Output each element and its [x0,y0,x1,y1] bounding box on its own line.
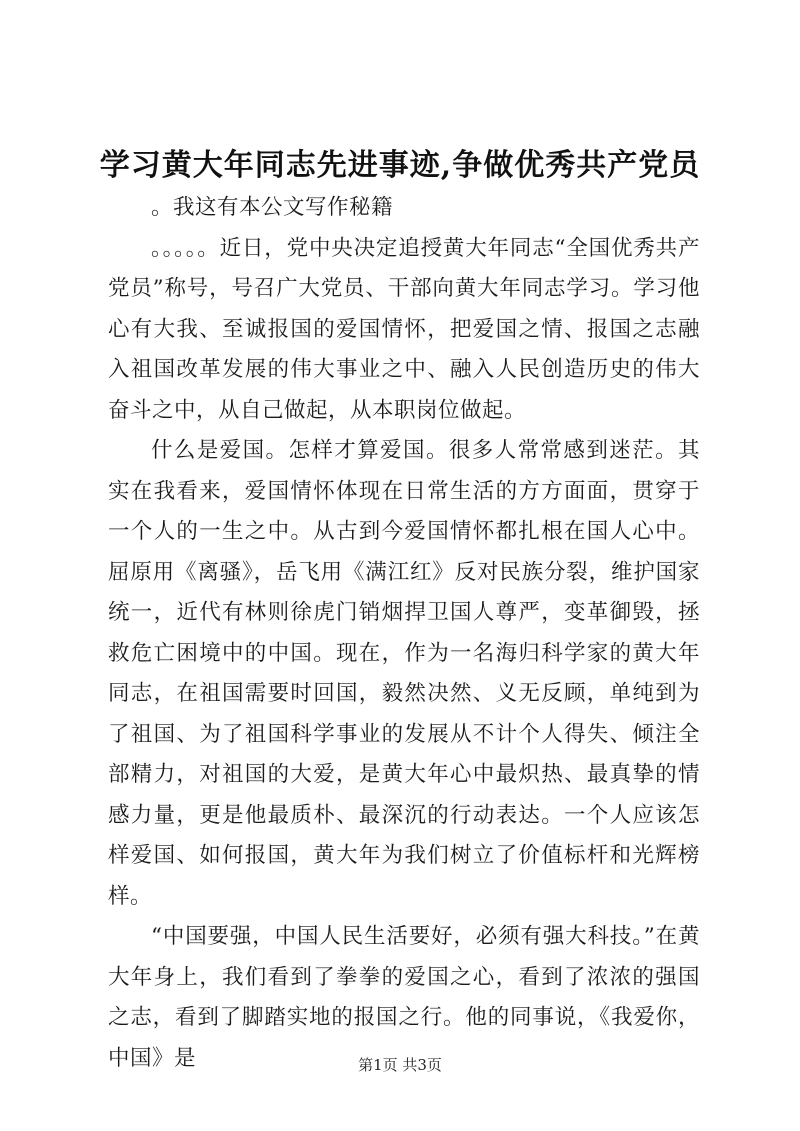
document-body [108,188,700,1079]
document-title: 学习黄大年同志先进事迹,争做优秀共产党员 [99,148,701,183]
paragraph-intro: 。我这有本公文写作秘籍 [151,195,394,220]
paragraph-patriotism: 什么是爱国。怎样才算爱国。很多人常常感到迷茫。其实在我看来，爱国情怀体现在日常生活的方方面面，贯穿于一个人的一生之中。从古到今爱国情怀都扎根在国人心中。屈原用《离骚》，岳飞用《满江红》反对民族分裂，维护国家统一，近代有林则徐虎门销烟捍卫国人尊严，变革御毁，拯救危亡困境中的中国。现在，作为一名海归科学家的黄大年同志，在祖国需要时回国，毅然决然、义无反顾，单纯到为了祖国、为了祖国科学事业的发展从不计个人得失、倾注全部精力，对祖国的大爱，是黄大年心中最炽热、最真挚的情感力量，更是他最质朴、最深沉的行动表达。一个人应该怎样爱国、如何报国，黄大年为我们树立了价值标杆和光辉榜样。 [108,438,700,909]
paragraph-quote: “中国要强，中国人民生活要好，必须有强大科技。”在黄大年身上，我们看到了拳拳的爱国之心，看到了浓浓的强国之志，看到了脚踏实地的报国之行。他的同事说，《我爱你，中国》是 [108,924,700,1071]
paragraph-announcement: 。。。。。近日，党中央决定追授黄大年同志“全国优秀共产党员”称号，号召广大党员、干部向黄大年同志学习。学习他心有大我、至诚报国的爱国情怀，把爱国之情、报国之志融入祖国改革发展的伟大事业之中、融入人民创造历史的伟大奋斗之中，从自己做起，从本职岗位做起。 [108,235,700,423]
page-footer: 第1页 共3页 [358,1056,442,1074]
